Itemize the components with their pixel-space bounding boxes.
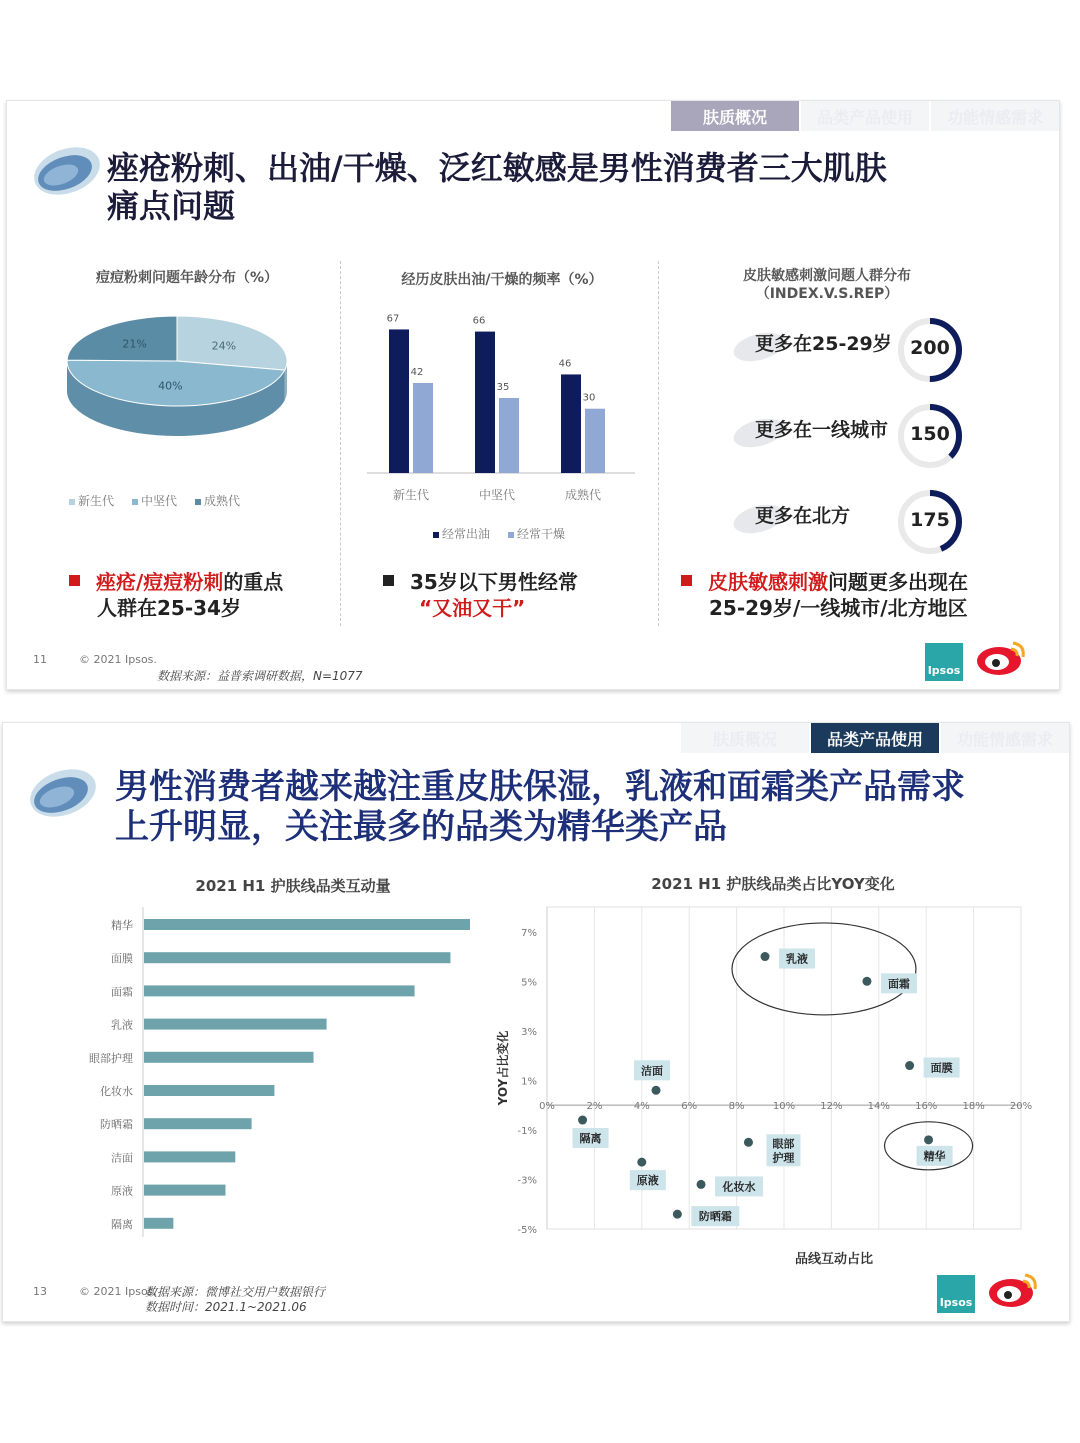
point-label: 眼部 xyxy=(772,1137,795,1151)
pie-chart-title: 痘痘粉刺问题年龄分布（%） xyxy=(95,270,279,286)
scatter-point xyxy=(673,1210,682,1219)
page-title: 男性消费者越来越注重皮肤保湿，乳液和面霜类产品需求 上升明显，关注最多的品类为精华类产品 xyxy=(115,767,965,847)
takeaway-oil-dry: 35岁以下男性经常 “又油又干” xyxy=(383,569,578,621)
point-label: 防晒霜 xyxy=(698,1210,732,1224)
point-label: 化妆水 xyxy=(722,1180,756,1194)
data-source: 数据来源：益普索调研数据，N=1077 xyxy=(157,669,363,683)
bar-legend xyxy=(433,525,565,542)
category-label: 洁面 xyxy=(111,1151,133,1165)
category-label: 眼部护理 xyxy=(89,1051,133,1065)
bar xyxy=(144,1218,173,1229)
interaction-bar-chart xyxy=(63,907,483,1247)
scatter-point xyxy=(924,1135,933,1144)
category-label: 精华 xyxy=(111,919,133,932)
bar-chart-title: 经历皮肤出油/干燥的频率（%） xyxy=(401,272,603,288)
category-label: 隔离 xyxy=(111,1217,133,1231)
category-label: 乳液 xyxy=(111,1018,133,1032)
tab-skin-overview[interactable]: 肤质概况 xyxy=(671,101,799,131)
highlight-ellipse xyxy=(732,923,916,1015)
bar xyxy=(561,374,581,473)
x-tick-label: 14% xyxy=(867,1101,890,1113)
takeaway-sensitive: 皮肤敏感刺激问题更多出现在 25-29岁/一线城市/北方地区 xyxy=(681,569,968,621)
sensitivity-title: 皮肤敏感刺激问题人群分布 （INDEX.V.S.REP） xyxy=(743,268,911,302)
bar-data-label: 42 xyxy=(410,367,424,378)
bar-data-label: 35 xyxy=(496,382,510,393)
x-tick-label: 6% xyxy=(681,1101,698,1113)
y-tick-label: 7% xyxy=(521,927,537,939)
weibo-logo-icon xyxy=(987,1269,1041,1309)
bar-data-label: 30 xyxy=(582,392,596,404)
y-tick-label: 3% xyxy=(521,1026,537,1038)
bar xyxy=(144,1085,274,1096)
insight-city xyxy=(729,401,969,465)
y-tick-label: -1% xyxy=(517,1125,537,1137)
bar xyxy=(144,1019,327,1030)
tab-skin-overview[interactable]: 肤质概况 xyxy=(681,723,809,753)
insight-label: 更多在北方 xyxy=(755,505,851,527)
takeaway-acne: 痤疮/痘痘粉刺的重点 人群在25-34岁 xyxy=(69,569,283,621)
panel-divider xyxy=(340,261,341,626)
category-label: 原液 xyxy=(111,1184,133,1198)
tab-functional-needs[interactable]: 功能情感需求 xyxy=(931,101,1059,131)
category-label: 新生代 xyxy=(392,488,430,502)
category-label: 中坚代 xyxy=(478,488,516,502)
legend-item: 中坚代 xyxy=(132,492,177,509)
bar xyxy=(144,952,450,963)
scatter-chart-title: 2021 H1 护肤线品类占比YOY变化 xyxy=(651,875,895,893)
x-tick-label: 20% xyxy=(1009,1101,1033,1113)
bar xyxy=(144,1052,314,1063)
bar xyxy=(144,1185,226,1196)
category-label: 化妆水 xyxy=(100,1085,133,1098)
yoy-scatter-chart xyxy=(487,899,1047,1271)
bar-data-label: 66 xyxy=(472,315,486,327)
scatter-point xyxy=(862,977,871,986)
legend-item: 成熟代 xyxy=(195,492,240,509)
page-number: 13 xyxy=(33,1285,47,1298)
slide-category-usage xyxy=(2,722,1070,1322)
category-label: 防晒霜 xyxy=(100,1118,133,1132)
x-axis-label: 品线互动占比 xyxy=(794,1252,874,1267)
x-tick-label: 18% xyxy=(962,1101,985,1113)
slide-skin-issues xyxy=(6,100,1060,690)
x-tick-label: 4% xyxy=(633,1101,650,1113)
point-label: 精华 xyxy=(923,1149,946,1163)
section-tabs xyxy=(669,101,1059,131)
index-value: 175 xyxy=(910,509,950,531)
x-tick-label: 0% xyxy=(539,1101,555,1113)
cream-swatch-icon xyxy=(25,141,105,205)
scatter-point xyxy=(697,1180,706,1189)
bullet-icon xyxy=(383,575,394,586)
pie-legend xyxy=(69,492,240,509)
category-label: 面膜 xyxy=(111,952,133,966)
y-tick-label: 1% xyxy=(521,1076,537,1088)
bar xyxy=(585,409,605,473)
y-tick-label: 5% xyxy=(521,977,537,989)
bullet-icon xyxy=(681,575,692,586)
section-tabs xyxy=(679,723,1069,753)
weibo-logo-icon xyxy=(975,637,1029,677)
bar xyxy=(144,985,415,996)
tab-category-usage[interactable]: 品类产品使用 xyxy=(801,101,929,131)
point-label: 隔离 xyxy=(579,1132,602,1146)
insight-label: 更多在一线城市 xyxy=(755,419,889,441)
bullet-icon xyxy=(69,575,80,586)
legend-item: 经常出油 xyxy=(433,525,490,542)
bar xyxy=(144,1118,252,1129)
point-label: 面霜 xyxy=(887,977,910,991)
cream-swatch-icon xyxy=(21,763,101,827)
scatter-point xyxy=(578,1116,587,1125)
insight-label: 更多在25-29岁 xyxy=(755,333,892,355)
pie-data-label: 40% xyxy=(158,379,183,393)
category-label: 成熟代 xyxy=(564,488,602,502)
bar xyxy=(144,1151,235,1162)
ipsos-logo: Ipsos xyxy=(925,643,963,681)
tab-category-usage[interactable]: 品类产品使用 xyxy=(811,723,939,753)
scatter-point xyxy=(905,1061,914,1070)
tab-functional-needs[interactable]: 功能情感需求 xyxy=(941,723,1069,753)
index-value: 150 xyxy=(910,423,950,445)
x-tick-label: 8% xyxy=(728,1101,745,1113)
oil-dry-bar-chart xyxy=(367,311,637,521)
bar-data-label: 67 xyxy=(386,313,400,325)
point-label: 乳液 xyxy=(786,952,809,966)
scatter-point xyxy=(637,1158,646,1167)
bar xyxy=(413,383,433,473)
ipsos-logo: Ipsos xyxy=(937,1275,975,1313)
bar xyxy=(475,332,495,473)
bar xyxy=(499,398,519,473)
page-title: 痤疮粉刺、出油/干燥、泛红敏感是男性消费者三大肌肤 痛点问题 xyxy=(107,149,887,225)
point-label: 面膜 xyxy=(930,1061,953,1075)
x-tick-label: 12% xyxy=(820,1101,843,1113)
scatter-point xyxy=(744,1138,753,1147)
panel-divider xyxy=(658,261,659,626)
y-tick-label: -5% xyxy=(517,1225,537,1236)
scatter-point xyxy=(761,952,770,961)
scatter-point xyxy=(652,1086,661,1095)
insight-age xyxy=(729,315,969,379)
bar-data-label: 46 xyxy=(558,358,572,370)
legend-item: 经常干燥 xyxy=(508,525,565,542)
category-label: 面霜 xyxy=(111,985,133,999)
point-label: 护理 xyxy=(772,1151,795,1165)
page-number: 11 xyxy=(33,653,47,666)
bar xyxy=(144,919,470,930)
data-source: 数据来源：微博社交用户数据银行 数据时间：2021.1~2021.06 xyxy=(145,1285,326,1314)
legend-item: 新生代 xyxy=(69,492,114,509)
acne-age-pie-chart xyxy=(47,301,307,471)
pie-data-label: 21% xyxy=(122,337,147,351)
bar-chart-title: 2021 H1 护肤线品类互动量 xyxy=(195,877,391,895)
point-label: 洁面 xyxy=(641,1064,664,1078)
y-axis-label: YOY占比变化 xyxy=(496,1030,510,1106)
index-value: 200 xyxy=(910,337,950,359)
bar xyxy=(389,329,409,473)
point-label: 原液 xyxy=(636,1174,659,1188)
x-tick-label: 16% xyxy=(915,1101,938,1113)
x-tick-label: 10% xyxy=(772,1101,796,1113)
pie-data-label: 24% xyxy=(211,339,237,353)
copyright: © 2021 Ipsos. xyxy=(79,1285,157,1298)
x-tick-label: 2% xyxy=(586,1101,603,1113)
insight-region xyxy=(729,487,969,551)
y-tick-label: -3% xyxy=(517,1175,537,1187)
copyright: © 2021 Ipsos. xyxy=(79,653,157,666)
